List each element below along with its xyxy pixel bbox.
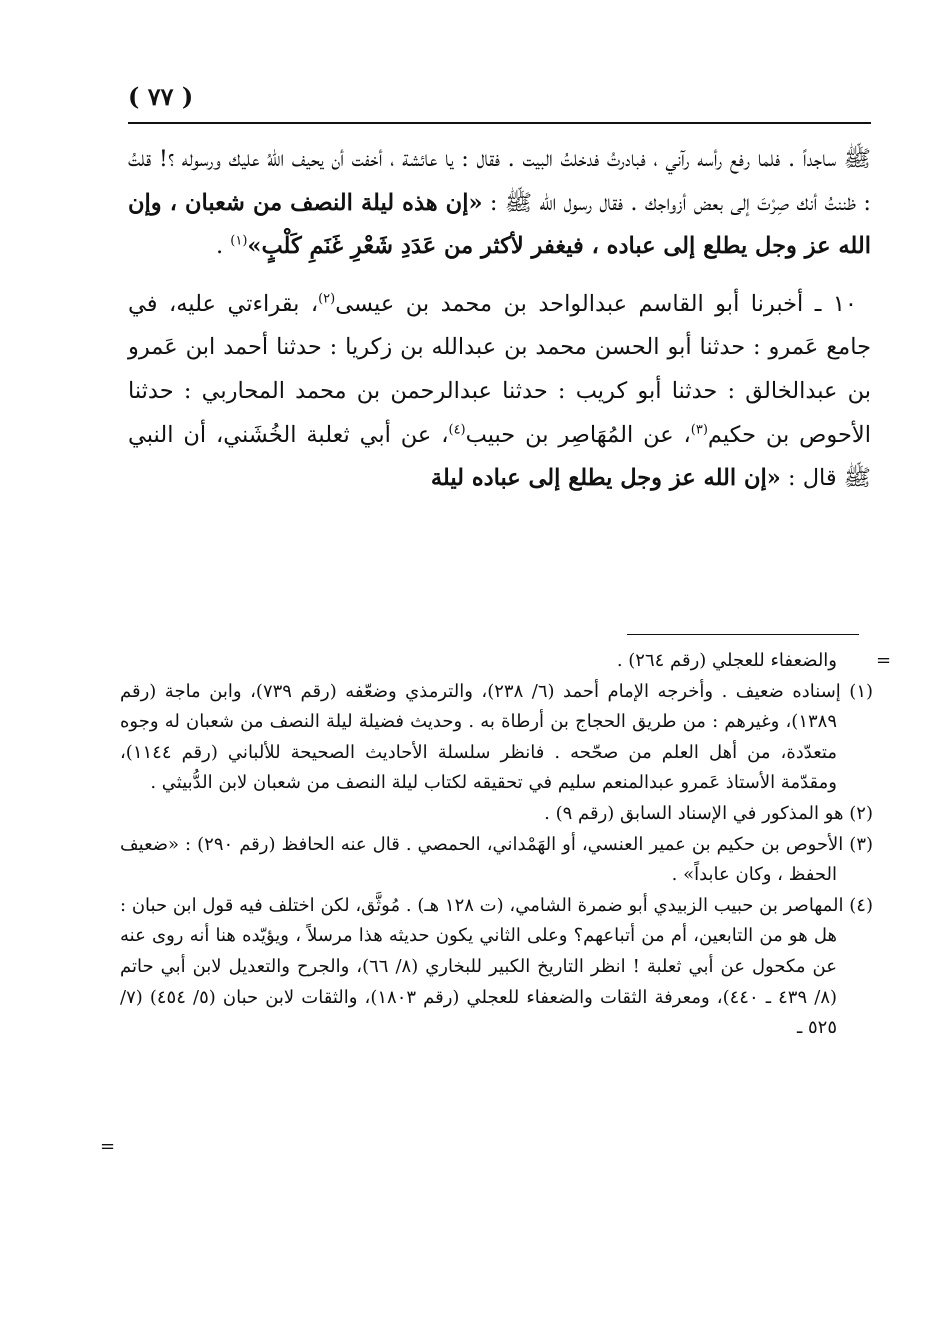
paragraph-text: ، بقراءتي عليه، في جامع عَمرو : حدثنا أبو الحسن محمد بن عبدالله بن زكريا : حدثنا أحمد ابن عَمرو بن عبدالخالق : حدثنا أبو كريب : حدثنا عبدالرحمن بن محمد المحاربي : حدثنا الأحوص بن حكيم [128,290,871,448]
paragraph-text: ، عن المُهَاصِر بن حبيب [465,421,691,448]
footnote-3: (٣) الأحوص بن حكيم بن عمير العنسي، أو الهَمْداني، الحمصي . قال عنه الحافظ (رقم ٢٩٠) : «ضعيف الحفظ ، وكان عابداً» . [120,833,874,886]
main-text [128,138,871,501]
footnote-continuation: والضعفاء للعجلي (رقم ٢٦٤) . [616,650,837,671]
footnote-1: (١) إسناده ضعيف . وأخرجه الإمام أحمد (٦/ ٢٣٨)، والترمذي وضعّفه (رقم ٧٣٩)، وابن ماجة (رقم ١٣٨٩)، وغيرهم : من طريق الحجاج بن أرطاة به . وحديث فضيلة ليلة النصف من شعبان له وجوه متعدّدة، من أهل العلم من صحّحه . فانظر سلسلة الأحاديث الصحيحة للألباني (رقم ١١٤٤)، ومقدّمة الأستاذ عَمرو عبدالمنعم سليم في تحقيقه لكتاب ليلة النصف من شعبان لابن الدُّبيثي . [120,680,874,794]
hadith-text-bold: «إن هذه ليلة النصف من شعبان ، وإن الله عز وجل يطلع إلى عباده ، فيغفر لأكثر من عَدَدِ شَعْرِ غَنَمِ كَلْبٍ» [128,189,871,260]
page-number: ( ٧٧ ) [128,82,194,111]
footnote-ref-2: (٢) [318,291,336,307]
footnote-4: (٤) المهاصر بن حبيب الزبيدي أبو ضمرة الشامي، (ت ١٢٨ هـ) . مُوثَّق، لكن اختلف فيه قول ابن حبان : هل هو من التابعين، أم من أتباعهم؟ وعلى الثاني يكون حديثه هذا مرسلاً ، ويؤيّده هنا أنه روى عنه عن مكحول عن أبي ثعلبة ! انظر التاريخ الكبير للبخاري (٨/ ٦٦)، والجرح والتعديل لابن أبي حاتم (٨/ ٤٣٩ ـ ٤٤٠)، ومعرفة الثقات والضعفاء للعجلي (رقم ١٨٠٣)، والثقات لابن حبان (٥/ ٤٥٤) (٧/ ٥٢٥ ـ [120,894,873,1039]
paragraph-text: ﷺ ساجداً . فلما رفع رأسه رآني ، فبادرتُ فدخلتُ البيت . فقال : يا عائشة ، أخفت أن يحيف اللهُ عليك ورسوله ؟! قلتُ : ظننتُ أنك صِرْتَ إلى بعض أزواجك . فقال رسول الله ﷺ : [128,146,871,216]
paragraph-end: . [215,233,231,260]
footnotes [120,646,873,1044]
paragraph-text: ، عن أبي ثعلبة الخُشَني، أن النبي ﷺ قال : [128,421,871,492]
footnote-ref-1: (١) [230,233,248,249]
continuation-mark-top: = [876,650,892,671]
footnote-2: (٢) هو المذكور في الإسناد السابق (رقم ٩) . [544,802,873,824]
footnote-rule [627,634,859,635]
continuation-mark-bottom: = [100,1136,116,1157]
hadith-text-bold: «إن الله عز وجل يطلع إلى عباده ليلة [430,465,781,492]
paragraph-text: ١٠ ـ أخبرنا أبو القاسم عبدالواحد بن محمد بن عيسى [335,290,857,317]
paragraph-hadith-aisha [128,138,871,269]
footnote-ref-4: (٤) [448,422,466,438]
paragraph-hadith-10 [128,283,871,501]
header-rule [128,122,871,124]
footnote-ref-3: (٣) [690,422,708,438]
